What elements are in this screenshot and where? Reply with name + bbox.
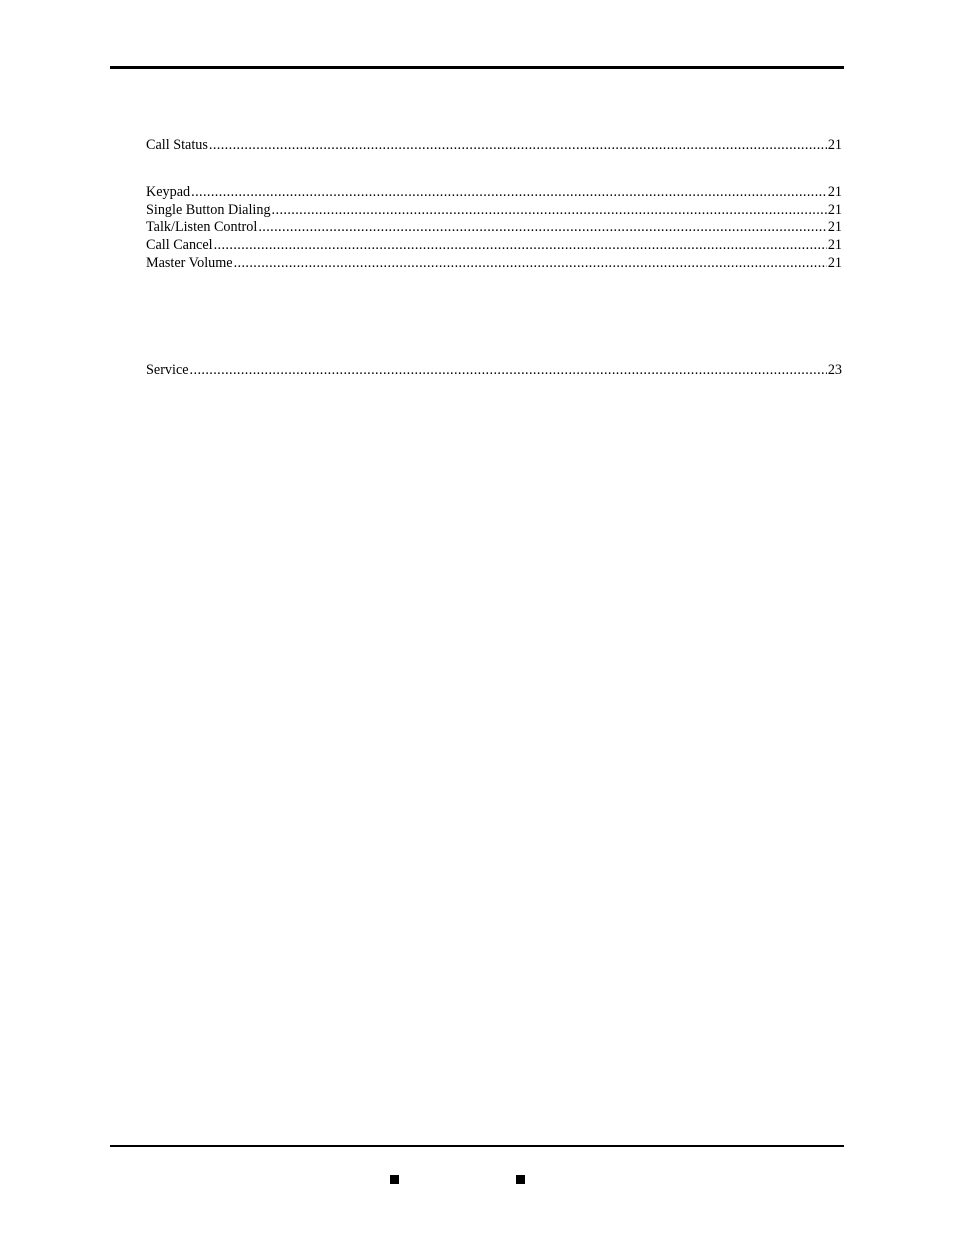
toc-group-service — [146, 362, 842, 380]
toc-entry-label: Call Cancel — [146, 237, 213, 254]
black-square-icon — [516, 1175, 525, 1184]
toc-group-controls — [146, 184, 842, 272]
toc-entry-page: 21 — [827, 201, 842, 218]
toc-entry-label: Single Button Dialing — [146, 201, 271, 218]
toc-entry[interactable] — [146, 184, 842, 202]
toc-dot-leader — [190, 362, 827, 380]
toc-entry[interactable] — [146, 362, 842, 380]
toc-dot-leader — [214, 237, 827, 255]
toc-group-call-status — [146, 137, 842, 155]
toc-entry-page: 21 — [827, 254, 842, 271]
toc-entry-page: 23 — [827, 362, 842, 378]
toc-entry-label: Master Volume — [146, 254, 233, 271]
toc-entry-page: 21 — [827, 184, 842, 200]
toc-entry[interactable] — [146, 137, 842, 155]
toc-entry[interactable] — [146, 237, 842, 255]
toc-entry[interactable] — [146, 219, 842, 237]
toc-dot-leader — [209, 137, 827, 155]
toc-entry[interactable] — [146, 255, 842, 273]
toc-dot-leader — [191, 184, 827, 202]
toc-dot-leader — [272, 202, 827, 220]
toc-entry[interactable] — [146, 202, 842, 220]
toc-entry-label: Call Status — [146, 137, 208, 153]
toc-entry-label: Service — [146, 362, 189, 378]
toc-entry-page: 21 — [827, 137, 842, 153]
toc-entry-label: Talk/Listen Control — [146, 219, 258, 236]
toc-entry-page: 21 — [827, 219, 842, 236]
toc-entry-page: 21 — [827, 237, 842, 254]
toc-entry-label: Keypad — [146, 184, 191, 200]
toc-dot-leader — [258, 219, 827, 237]
footer-rule — [110, 1145, 844, 1147]
black-square-icon — [390, 1175, 399, 1184]
header-rule — [110, 66, 844, 69]
toc-dot-leader — [234, 255, 827, 273]
